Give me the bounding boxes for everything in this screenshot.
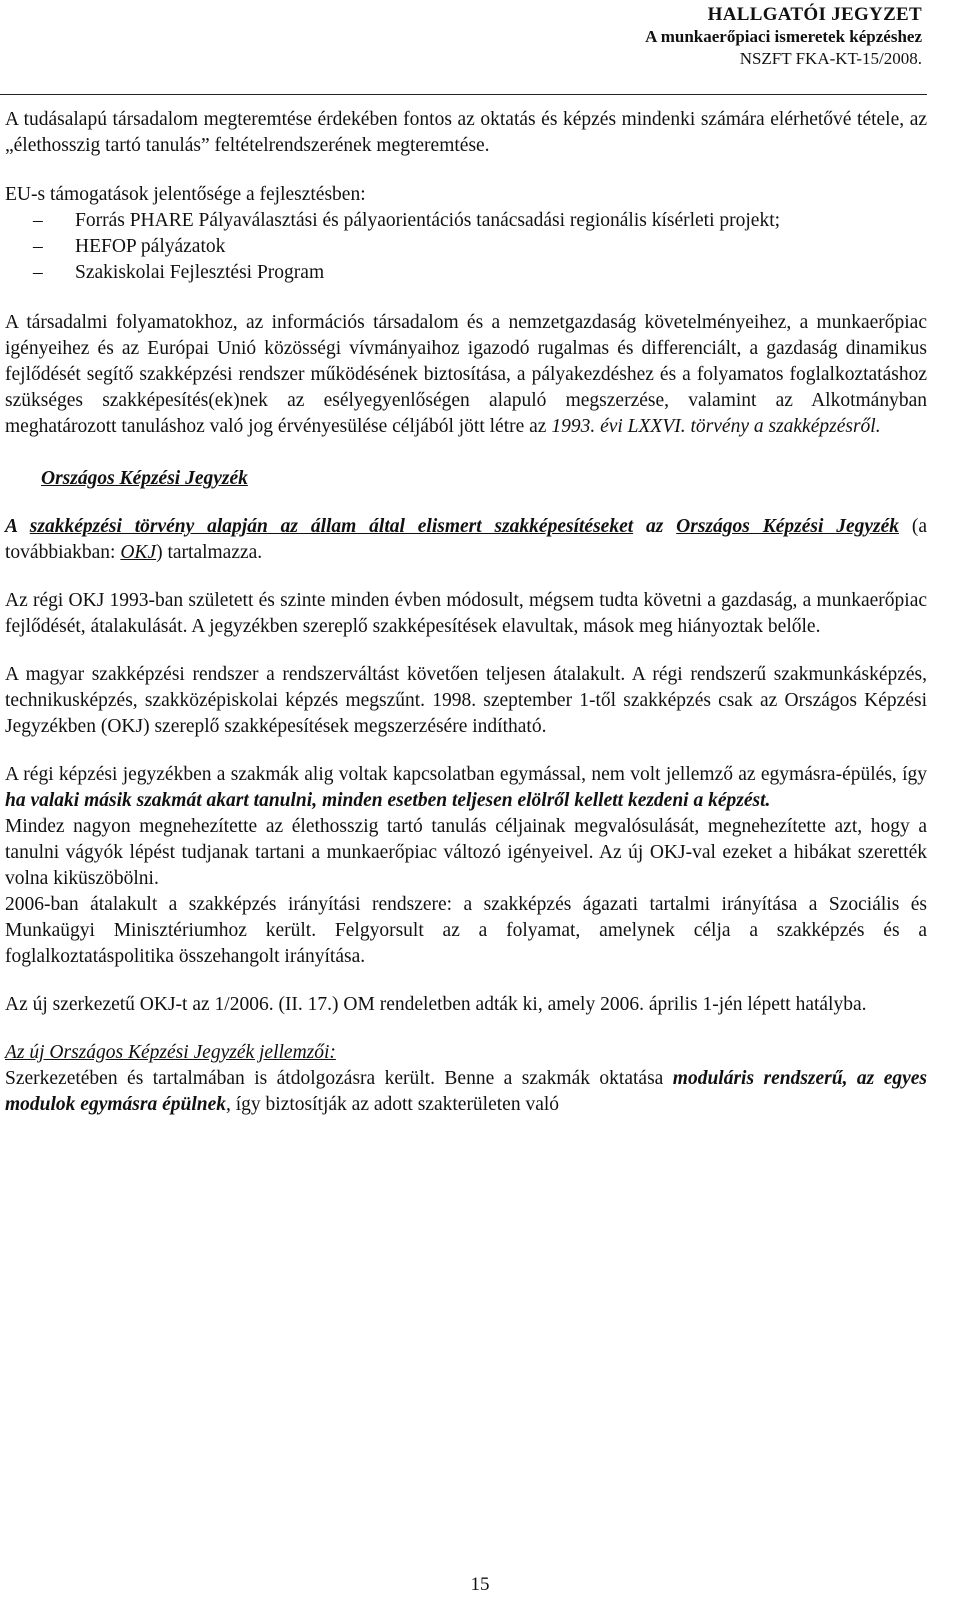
- list-item: – HEFOP pályázatok: [33, 234, 927, 260]
- page-number: 15: [470, 1574, 490, 1595]
- header-subtitle: A munkaerőpiaci ismeretek képzéshez: [645, 27, 922, 46]
- paragraph-knowledge-society: A tudásalapú társadalom megteremtése érdekében fontos az oktatás és képzés mindenki számára elérhetővé tétele, az „élethosszig tartó tanulás” feltételrendszerének megteremtése.: [5, 109, 927, 156]
- paragraph-old-okj: Az régi OKJ 1993-ban született és szinte minden évben módosult, mégsem tudta követni a gazdaság, a munkaerőpiac fejlődését, átalakulását. A jegyzékben szereplő szakképesítések elavultak, mások meg hiányoztak belőle.: [5, 590, 927, 637]
- paragraph-system-reform: A magyar szakképzési rendszer a rendszerváltást követően teljesen átalakult. A régi rendszerű szakmunkásképzés, technikusképzés, szakközépiskolai képzés megszűnt. 1998. szeptember 1-től szakképzés csak az Országos Képzési Jegyzékben (OKJ) szereplő szakképesítések megszerzésére indítható.: [5, 664, 927, 737]
- paragraph-new-okj-decree: Az új szerkezetű OKJ-t az 1/2006. (II. 17.) OM rendeletben adták ki, amely 2006. április 1-jén lépett hatályba.: [5, 994, 867, 1015]
- law-reference: 1993. évi LXXVI. törvény a szakképzésről.: [551, 416, 881, 437]
- section-title-okj: Országos Képzési Jegyzék: [41, 468, 248, 489]
- eu-support-list: [5, 208, 927, 286]
- paragraph-okj-definition: A szakképzési törvény alapján az állam által elismert szakképesítéseket az Országos Képzési Jegyzék (a továbbiakban: OKJ) tartalmazza.: [5, 516, 928, 563]
- dash-bullet: –: [33, 210, 43, 231]
- document-body: [5, 107, 927, 1118]
- header-rule: [0, 94, 927, 95]
- header-title: HALLGATÓI JEGYZET: [707, 4, 922, 25]
- list-item: – Szakiskolai Fejlesztési Program: [33, 260, 927, 286]
- header-code: NSZFT FKA-KT-15/2008.: [739, 49, 922, 68]
- eu-support-intro: EU-s támogatások jelentősége a fejlesztésben:: [5, 184, 366, 205]
- paragraph-vocational-law: A társadalmi folyamatokhoz, az információs társadalom és a nemzetgazdaság követelményeihez, a munkaerőpiac igényeihez és az Európai Unió közösségi vívmányaihoz igazodó rugalmas és differenciált, a gazdaság dinamikus fejlődését segítő szakképzési rendszer működésének biztosítása, a pályakezdéshez és a folyamatos foglalkoztatáshoz szükséges szakképesítés(ek)nek az esélyegyenlőségen alapuló megszerzése, valamint az Alkotmányban meghatározott tanuláshoz való jog érvényesülése céljából jött létre az 1993. évi LXXVI. törvény a szakképzésről.: [5, 312, 927, 437]
- list-item: – Forrás PHARE Pályaválasztási és pályaorientációs tanácsadási regionális kísérleti projekt;: [33, 208, 927, 234]
- paragraph-new-okj-features: Szerkezetében és tartalmában is átdolgozásra került. Benne a szakmák oktatása moduláris rendszerű, az egyes modulok egymásra épülnek, így biztosítják az adott szakterületen való: [5, 1068, 928, 1115]
- section-title-new-okj-features: Az új Országos Képzési Jegyzék jellemzői:: [5, 1042, 336, 1063]
- paragraph-2006-change: 2006-ban átalakult a szakképzés irányítási rendszere: a szakképzés ágazati tartalmi irányítása a Szociális és Munkaügyi Minisztériumhoz került. Felgyorsult az a folyamat, amelynek célja a szakképzés és a foglalkoztatáspolitika összehangolt irányítása.: [5, 894, 927, 967]
- dash-bullet: –: [33, 262, 43, 283]
- dash-bullet: –: [33, 236, 43, 257]
- paragraph-old-register: A régi képzési jegyzékben a szakmák alig voltak kapcsolatban egymással, nem volt jellemző az egymásra-épülés, így ha valaki másik szakmát akart tanulni, minden esetben teljesen elölről kellett kezdeni a képzést.: [5, 764, 927, 811]
- page-header: [0, 0, 960, 70]
- paragraph-lifelong-learning: Mindez nagyon megnehezítette az élethosszig tartó tanulás céljainak megvalósulását, megnehezítette azt, hogy a tanulni vágyók lépést tudjanak tartani a munkaerőpiac változó igényeivel. Az új OKJ-val ezeket a hibákat szerették volna kiküszöbölni.: [5, 816, 927, 889]
